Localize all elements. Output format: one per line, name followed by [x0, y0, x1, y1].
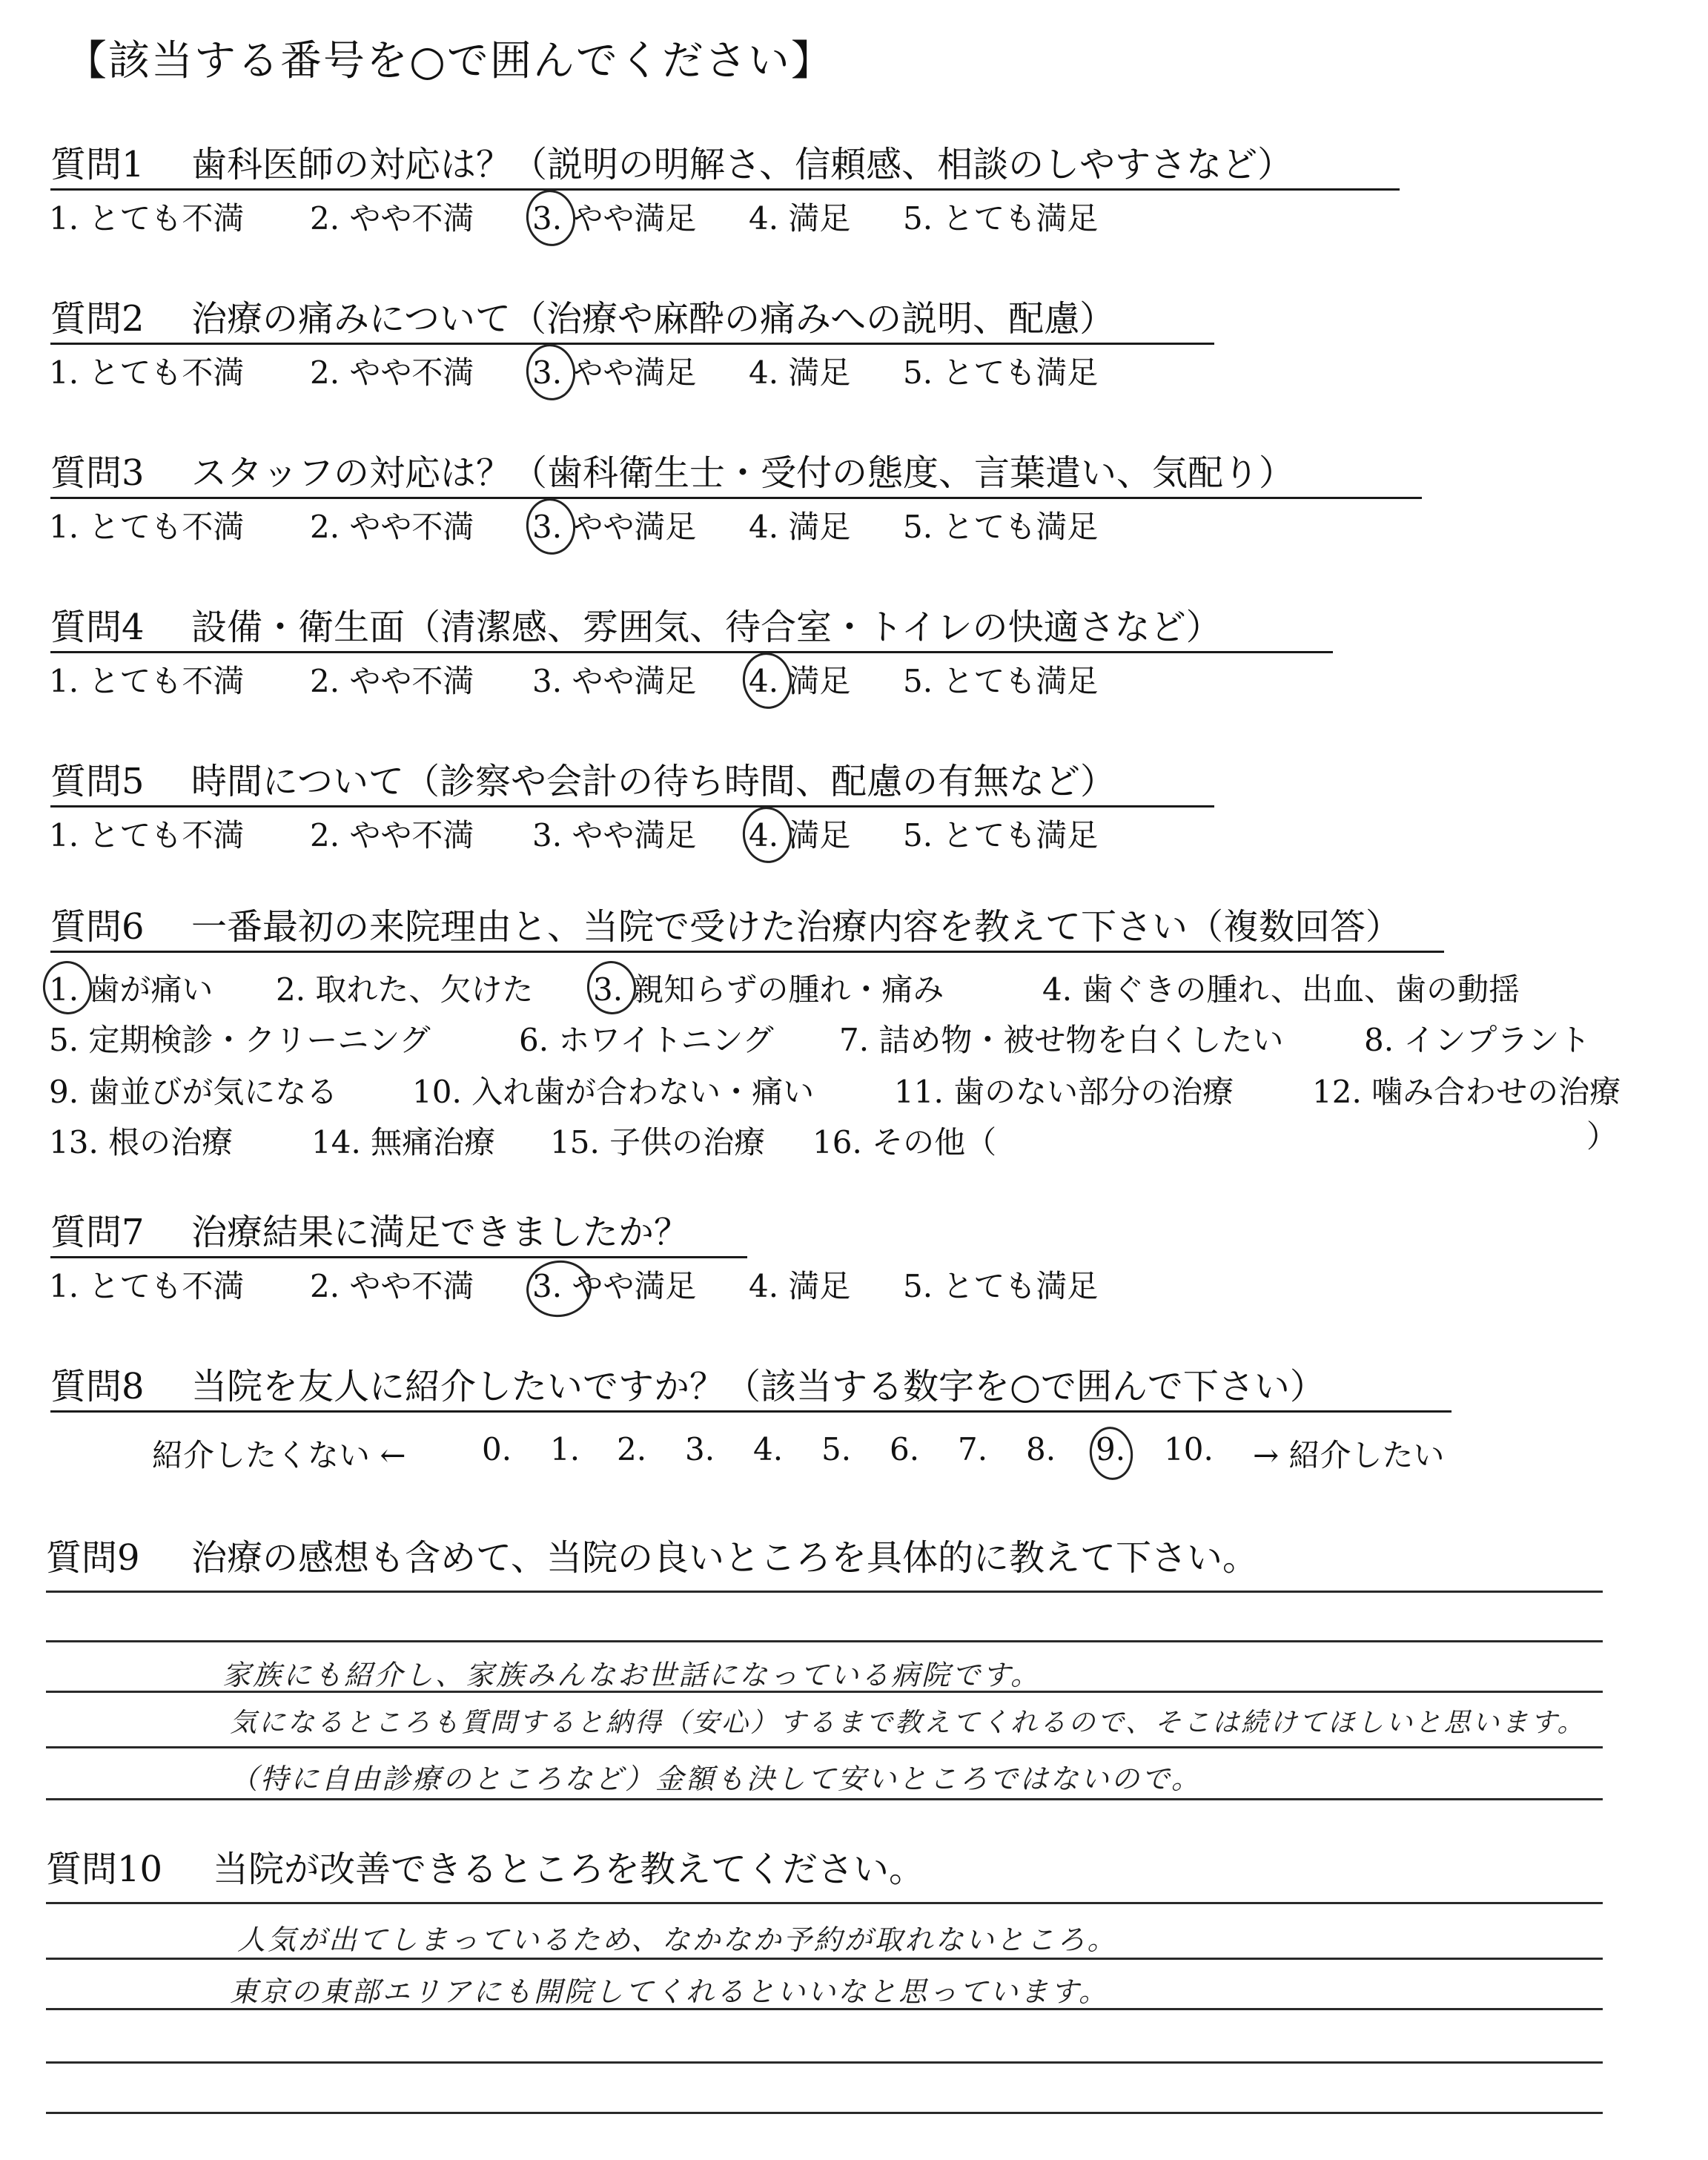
q6-option-14: 14. 無痛治療 [311, 1124, 496, 1160]
q1-option-1: 1. とても不満 [49, 200, 245, 237]
q6-option-13: 13. 根の治療 [49, 1124, 234, 1160]
q5-option-4: 4. 満足 [749, 817, 851, 853]
q10-answer-line-2: 東京の東部エリアにも開院してくれるといいなと思っています。 [230, 1975, 1109, 2008]
q7-option-3: 3. やや満足 [532, 1268, 697, 1304]
q6-option-12: 12. 噛み合わせの治療 [1312, 1074, 1621, 1110]
q7-option-1: 1. とても不満 [49, 1268, 245, 1304]
q6-option-2: 2. 取れた、欠けた [276, 971, 534, 1008]
q9-number: 質問9 [46, 1537, 140, 1579]
q10-answer-line-1: 人気が出てしまっているため、なかなか予約が取れないところ。 [237, 1923, 1118, 1956]
q6-option-10: 10. 入れ歯が合わない・痛い [412, 1074, 815, 1110]
q5-option-3: 3. やや満足 [532, 817, 697, 853]
q1-option-2: 2. やや不満 [310, 200, 474, 237]
q10-rule-2 [46, 1958, 1603, 1960]
q6-option-9: 9. 歯並びが気になる [49, 1074, 338, 1110]
q5-option-5: 5. とても満足 [903, 817, 1099, 853]
q1-heading [50, 141, 1400, 191]
q9-answer-line-2: 気になるところも質問すると納得（安心）するまで教えてくれるので、そこは続けてほしいと思います。 [230, 1708, 1586, 1738]
q8-scale-10: 10. [1164, 1431, 1214, 1467]
q7-option-4: 4. 満足 [749, 1268, 851, 1304]
q8-scale-9: 9. [1096, 1431, 1126, 1467]
q2-heading [50, 295, 1214, 345]
q8-number: 質問8 [50, 1366, 145, 1407]
q10-number: 質問10 [46, 1849, 163, 1890]
q4-option-3: 3. やや満足 [532, 663, 697, 699]
q7-option-2: 2. やや不満 [310, 1268, 474, 1304]
q5-option-1: 1. とても不満 [49, 817, 245, 853]
q4-option-5: 5. とても満足 [903, 663, 1099, 699]
q7-text: 治療結果に満足できましたか？ [191, 1212, 690, 1253]
q8-scale-8: 8. [1026, 1431, 1056, 1467]
q6-option-1: 1. 歯が痛い [49, 971, 214, 1008]
q10-rule-4 [46, 2061, 1603, 2064]
q9-heading [46, 1529, 1258, 1580]
q8-scale-7: 7. [958, 1431, 988, 1467]
q1-number: 質問1 [50, 144, 145, 185]
q6-option-15: 15. 子供の治療 [550, 1124, 766, 1160]
q2-text: 治療の痛みについて（治療や麻酔の痛みへの説明、配慮） [191, 298, 1116, 340]
q3-text: スタッフの対応は？（歯科衛生士・受付の態度、言葉遣い、気配り） [191, 452, 1295, 494]
q6-option-6: 6. ホワイトニング [519, 1022, 774, 1058]
q3-option-5: 5. とても満足 [903, 509, 1099, 545]
q8-scale-6: 6. [890, 1431, 920, 1467]
q5-number: 質問5 [50, 761, 145, 802]
q8-scale-5: 5. [821, 1431, 852, 1467]
q6-option-7: 7. 詰め物・被せ物を白くしたい [839, 1022, 1284, 1058]
q10-rule-5 [46, 2112, 1603, 2114]
q4-number: 質問4 [50, 607, 145, 648]
q9-text: 治療の感想も含めて、当院の良いところを具体的に教えて下さい。 [191, 1537, 1259, 1579]
q5-option-2: 2. やや不満 [310, 817, 474, 853]
q8-scale-1: 1. [550, 1431, 580, 1467]
q2-option-2: 2. やや不満 [310, 354, 474, 391]
q8-scale-2: 2. [617, 1431, 647, 1467]
q6-option-11: 11. 歯のない部分の治療 [894, 1074, 1234, 1110]
q6-option-4: 4. 歯ぐきの腫れ、出血、歯の動揺 [1042, 971, 1520, 1008]
q4-option-2: 2. やや不満 [310, 663, 474, 699]
q9-rule-2 [46, 1640, 1603, 1642]
q6-number: 質問6 [50, 906, 145, 948]
q1-option-3: 3. やや満足 [532, 200, 697, 237]
q2-option-3: 3. やや満足 [532, 354, 697, 391]
q2-option-1: 1. とても不満 [49, 354, 245, 391]
q8-answer-circle [1086, 1424, 1136, 1482]
q3-option-3: 3. やや満足 [532, 509, 697, 545]
q9-rule-4 [46, 1746, 1603, 1748]
q4-option-4: 4. 満足 [749, 663, 851, 699]
q8-scale-3: 3. [685, 1431, 715, 1467]
q10-rule-1 [46, 1902, 1603, 1904]
q6-option-8: 8. インプラント [1364, 1022, 1591, 1058]
q4-option-1: 1. とても不満 [49, 663, 245, 699]
q2-option-5: 5. とても満足 [903, 354, 1099, 391]
q3-option-4: 4. 満足 [749, 509, 851, 545]
q1-text: 歯科医師の対応は？（説明の明解さ、信頼感、相談のしやすさなど） [191, 144, 1294, 185]
q1-option-4: 4. 満足 [749, 200, 851, 237]
q5-text: 時間について（診察や会計の待ち時間、配慮の有無など） [191, 761, 1116, 802]
q7-heading [50, 1209, 747, 1258]
q6-heading [50, 903, 1444, 953]
q8-scale-4: 4. [753, 1431, 784, 1467]
q4-text: 設備・衛生面（清潔感、雰囲気、待合室・トイレの快適さなど） [191, 607, 1222, 648]
page-title: 【該当する番号を○で囲んでください】 [65, 37, 834, 85]
q9-rule-1 [46, 1591, 1603, 1593]
q8-right-label: → 紹介したい [1253, 1437, 1445, 1473]
q6-option-5: 5. 定期検診・クリーニング [49, 1022, 431, 1058]
q6-option-16: 16. その他（ [812, 1124, 997, 1160]
q2-number: 質問2 [50, 298, 145, 340]
q3-heading [50, 449, 1422, 499]
q10-text: 当院が改善できるところを教えてください。 [213, 1849, 925, 1890]
q9-answer-line-1: 家族にも紹介し、家族みんなお世話になっている病院です。 [222, 1659, 1041, 1691]
q6-other-close: ） [1586, 1118, 1618, 1155]
q5-heading [50, 758, 1214, 807]
q9-answer-line-3: （特に自由診療のところなど）金額も決して安いところではないので。 [230, 1763, 1202, 1795]
q2-option-4: 4. 満足 [749, 354, 851, 391]
q1-option-5: 5. とても満足 [903, 200, 1099, 237]
q9-rule-5 [46, 1798, 1603, 1800]
q8-left-label: 紹介したくない ← [152, 1437, 406, 1473]
q7-option-5: 5. とても満足 [903, 1268, 1099, 1304]
q10-heading [46, 1840, 924, 1892]
q8-scale-0: 0. [482, 1431, 512, 1467]
q6-option-3: 3. 親知らずの腫れ・痛み [593, 971, 944, 1008]
q3-option-1: 1. とても不満 [49, 509, 245, 545]
q7-number: 質問7 [50, 1212, 145, 1253]
q6-text: 一番最初の来院理由と、当院で受けた治療内容を教えて下さい（複数回答） [191, 906, 1402, 948]
q3-option-2: 2. やや不満 [310, 509, 474, 545]
q4-heading [50, 604, 1333, 653]
q8-text: 当院を友人に紹介したいですか？（該当する数字を○で囲んで下さい） [191, 1366, 1325, 1407]
q8-heading [50, 1363, 1452, 1413]
q3-number: 質問3 [50, 452, 145, 494]
